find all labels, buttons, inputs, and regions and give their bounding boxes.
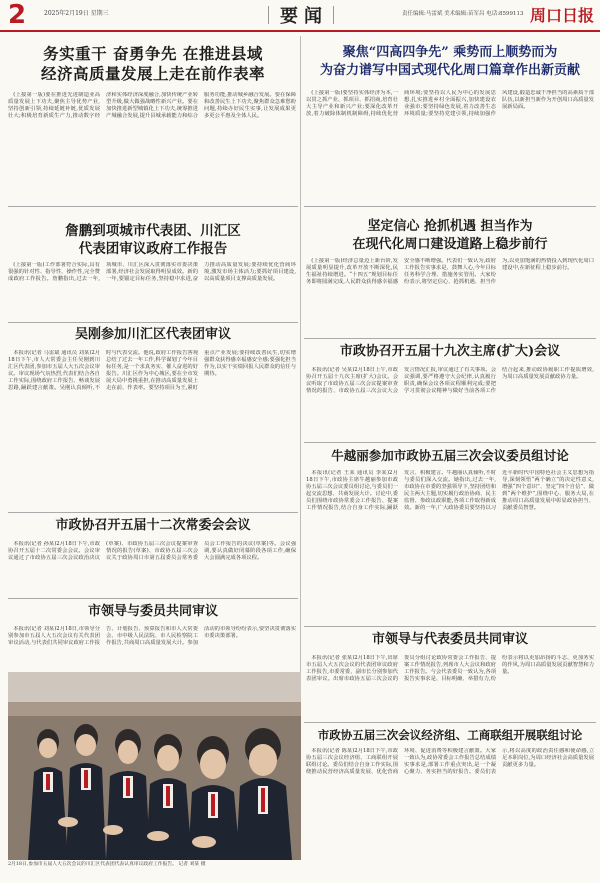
article-3-headline: 吴刚参加川汇区代表团审议: [74, 327, 231, 342]
article-10-body: 本报讯(记者 张某)2月18日下午,出席市五届人大五次会议的代表团审议政府工作报告,市委常委、副市长分别参加代表团审议。出席市政协五届三次会议的委员分组讨论政协常委会工作报告、提案工作情况报告,列席市人大会议和政府工作报告。与会代表委员一致认为,各项报告实事求是、目标明确、举措有力,纷纷表示将以更加昂扬的斗志、更加务实的作风,为周口高质量发展贡献智慧和力量。: [306, 655, 594, 683]
article-6-body: 本报讯(记者 吴某)2月18日上午,市政协召开五届十九次主席(扩大)会议。会议听取了市政协五届三次会议提案审查情况的报告、市政协五届三次会议大会发言情况汇报,审议通过了有关事项。会议强调,要严格遵守大会纪律,认真履行职责,确保会议各项议程顺利完成;要把学习贯彻会议精神与做好当前各项工作结合起来,推动政协履职工作提质增效,为周口高质量发展贡献政协力量。: [306, 367, 594, 395]
rule: [8, 322, 298, 323]
article-11-headline: 市政协五届三次会议经济组、工商联组开展联组讨论: [317, 728, 583, 742]
article-9-headline: 市领导与委员共同审议: [87, 604, 218, 619]
column-divider: [300, 36, 301, 672]
article-9-body: 本报讯(记者 刘某)2月18日,市领导分别参加市五届人大五次会议有关代表团审议活动,与代表们共同审议政府工作报告、计划报告、预算报告和市人大常委会、市中级人民法院、市人民检察院工作报告,共商周口高质量发展大计。参加活动的市领导纷纷表示,要坚决贯彻落实市委决策部署。: [8, 626, 296, 647]
newspaper-logo: 周口日报: [529, 6, 594, 25]
news-photo: [8, 672, 301, 860]
article-5-headline: 坚定信心 抢抓机遇 担当作为 在现代化周口建设道路上稳步前行: [352, 219, 548, 252]
article-1-body: (上接第一版)要在推进先进制造业高质量发展上下功夫,聚焦主导优势产业,坚持创新引领,持续延链补链,优质发展壮大;积极培育新质生产力,推动数字经济和实体经济深度融合,加快传统产业转型升级,做大做强战略性新兴产业。要在加快推进新型城镇化上下功夫,统筹推进产城融合发展,提升县城承载能力和综合服务功能,推动城乡融合发展。要在保障和改善民生上下功夫,聚焦群众急难愁盼问题,持续办好民生实事,让发展成果更多更公平惠及全体人民。: [8, 92, 296, 120]
article-11-body: 本报讯(记者 陈某)2月18日下午,市政协五届三次会议经济组、工商联组开展联组讨论。委员们结合自身工作实际,围绕推动民营经济高质量发展、优化营商环境、促进消费等积极建言献策。大家一致认为,政协常委会工作报告总结成绩实事求是,部署工作重点突出,是一个凝心聚力、务实担当的好报告。委员们表示,将以高度的政治责任感和使命感,立足本职岗位,为周口经济社会高质量发展贡献更多力量。: [306, 748, 594, 776]
article-7-body: 本报讯(记者 王某 通讯员 李某)2月18日下午,市政协主席牛越丽参加市政协五届三次会议委员组讨论,与委员们一起交流思想、共商发展大计。讨论中,委员们围绕市政协常委会工作报告、提案工作情况报告,结合自身工作实际,踊跃发言、积极建言。牛越丽认真倾听,不时与委员们深入交流。她指出,过去一年,市政协在市委的坚强领导下,坚持团结和民主两大主题,切实履行政治协商、民主监督、参政议政职能,各项工作取得新成效。新的一年,广大政协委员要坚持以习近平新时代中国特色社会主义思想为指导,深刻领悟“两个确立”的决定性意义,增强“四个意识”、坚定“四个自信”、做到“两个维护”,围绕中心、服务大局,在推动周口高质量发展中彰显政协担当、贡献委员智慧。: [306, 470, 594, 512]
page-number: 2: [8, 0, 27, 30]
article-6-headline: 市政协召开五届十九次主席(扩大)会议: [339, 344, 561, 359]
publish-date: 2025年2月19日 星期三: [44, 10, 109, 17]
rule: [8, 512, 298, 513]
article-3-text: 审议现场气氛热烈,代表们结合各自工作实际,围绕政府工作报告、畅谈发展思路,踊跃建言献策。吴刚认真倾听,不时与代表交流。他说,政府工作报告客观总结了过去一年工作,科学谋划了今年目标任务,是一个求真务实、催人奋进的好报告。川汇区作为中心城区,要在全市发展大局中勇挑重担,在推动高质量发展上走在前、作表率。要坚持项目为王,紧盯重点产业发展;要持续改善民生,切实增强群众获得感幸福感安全感;要强化担当作为,以实干实绩回报人民群众的信任与期待。: [8, 350, 296, 392]
rule: [304, 206, 596, 207]
rule: [8, 206, 298, 207]
rule: [304, 626, 596, 627]
article-4-body: (上接第一版)要坚持实体经济为本,一以贯之抓产业、抓项目、抓招商,培育壮大主导产业和新兴产业;要深化改革开放,着力破除体制机制障碍,持续优化营商环境;要坚持以人民为中心的发展思想,扎实推进乡村全面振兴,加快建设农业强市;要坚持绿色发展,着力改善生态环境质量;要坚持党建引领,持续加强作风建设,锻造忠诚干净担当的高素质干部队伍,以新担当新作为开创周口高质量发展新局面。: [306, 90, 594, 118]
section-title: 要闻: [280, 2, 328, 28]
rule: [304, 722, 596, 723]
article-8-body: 本报讯(记者 孙某)2月18日下午,市政协召开五届十二次常委会会议。会议审议通过了市政协五届三次会议政治决议(草案)、市政协五届三次会议提案审查情况的报告(草案)、市政协五届三次会议关于政协周口市第五届委员会常务委员会工作报告的决议(草案)等。会议强调,要认真做好闭幕阶段各项工作,确保大会圆满完成各项议程。: [8, 541, 296, 562]
article-1-headline: 务实重干 奋勇争先 在推进县域 经济高质量发展上走在前作表率: [40, 44, 265, 83]
article-2-body: (上接第一版)工作部署符合实际,具有很强的针对性、指导性、操作性,完全赞成政府工作报告。詹鹏指出,过去一年,项城市、川汇区深入贯彻落实市委决策部署,经济社会发展取得明显成效。新的一年,要锚定目标任务,坚持稳中求进,奋力推动高质量发展;要持续优化营商环境,激发市场主体活力;要抓好项目建设,以高质量项目支撑高质量发展。: [8, 262, 296, 283]
article-4-headline: 聚焦“四高四争先” 乘势而上顺势而为 为奋力谱写中国式现代化周口篇章作出新贡献: [319, 45, 580, 78]
rule: [304, 338, 596, 339]
rule: [304, 442, 596, 443]
photo-caption: 2月18日,参加市五届人大五次会议的川汇区代表团代表认真审议政府工作报告。 记者 刘某 摄: [8, 862, 206, 867]
meeting-photo-illustration: [8, 672, 301, 860]
article-8-headline: 市政协召开五届十二次常委会会议: [55, 518, 251, 533]
rule: [8, 598, 298, 599]
article-2-headline: 詹鹏到项城市代表团、川汇区 代表团审议政府工作报告: [65, 223, 241, 257]
article-5-body: (上接第一版)经济总量迈上新台阶,发展质量明显提升,改革开放不断深化,民生福祉持续增进。“十四五”规划目标任务即将圆满完成,人民群众获得感幸福感安全感不断增强。代表们一致认为,政府工作报告实事求是、鼓舞人心,今年目标任务科学合理、措施务实管用。大家纷纷表示,将坚定信心、抢抓机遇、担当作为,以更加饱满的热情投入到现代化周口建设中,在新征程上稳步前行。: [306, 258, 594, 286]
article-10-headline: 市领导与代表委员共同审议: [371, 632, 528, 647]
article-3-lead: 本报讯(记者 马雷斌 通讯员 刘某)2月18日下午,市人大常委会主任吴刚到川汇区代表团,参加市五届人大五次会议审议。: [8, 350, 101, 378]
editor-credits: 责任编辑:马雷斌 美术编辑:苗军昌 电话:8599113: [402, 11, 524, 17]
article-7-headline: 牛越丽参加市政协五届三次会议委员组讨论: [331, 448, 569, 463]
masthead: [0, 0, 600, 32]
article-3-body: [8, 350, 296, 514]
